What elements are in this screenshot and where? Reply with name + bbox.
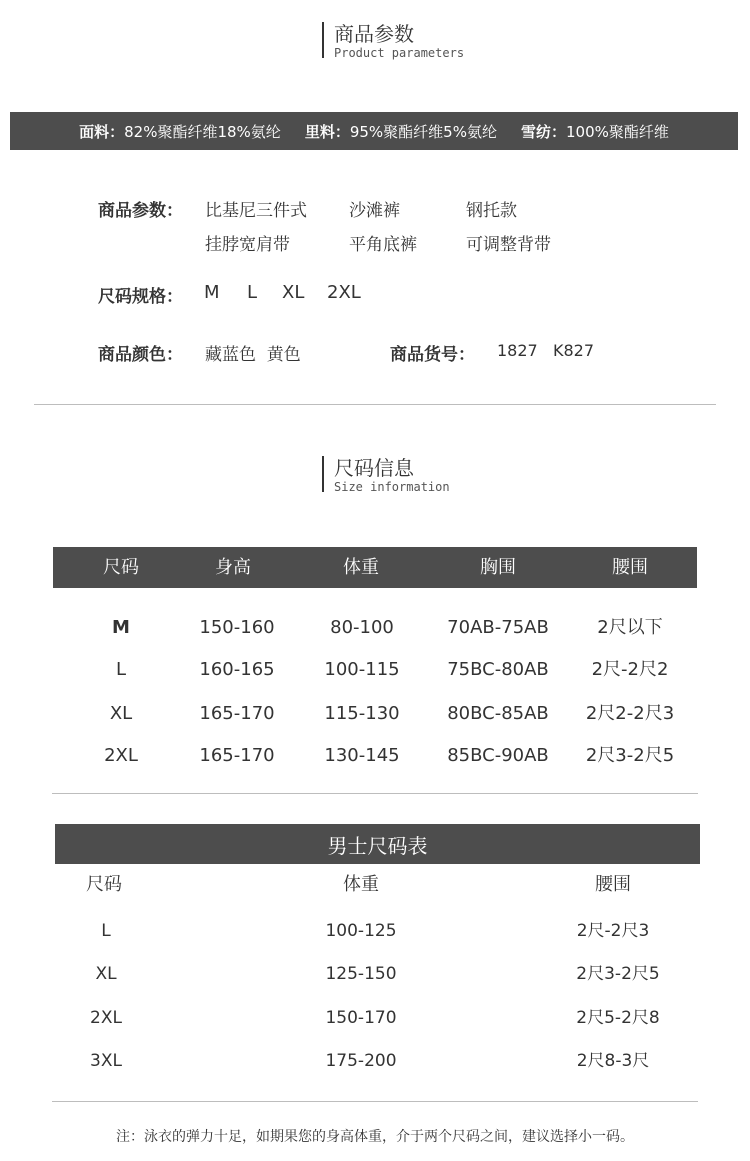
- table-cell: 160-165: [199, 659, 275, 680]
- fabric-item-outer: [79, 121, 281, 142]
- fabric-item-lining: [305, 121, 497, 142]
- title-divider-bar: [322, 22, 324, 58]
- table-cell: 115-130: [324, 703, 400, 724]
- table-cell: 75BC-80AB: [447, 659, 549, 680]
- table-cell: 80-100: [330, 617, 394, 638]
- product-type-value: 平角底裤: [349, 235, 417, 255]
- col-weight: 体重: [343, 874, 379, 895]
- size-spec-value: XL: [282, 282, 305, 303]
- col-size: 尺码: [86, 874, 122, 895]
- table-row: [55, 916, 700, 946]
- table-cell: 2XL: [104, 745, 138, 766]
- fabric-item-chiffon: [521, 121, 669, 142]
- col-size: 尺码: [103, 557, 139, 578]
- col-weight: 体重: [343, 557, 379, 578]
- divider: [52, 1101, 698, 1102]
- color-value: 藏蓝色 黄色: [205, 345, 301, 365]
- sku-label: 商品货号：: [390, 345, 475, 365]
- table-cell: L: [115, 659, 127, 680]
- table-cell: 130-145: [324, 745, 400, 766]
- men-table-title: 男士尺码表: [55, 824, 700, 864]
- product-type-label: 商品参数：: [98, 201, 183, 221]
- size-spec-label: 尺码规格：: [98, 287, 183, 307]
- table-cell: 165-170: [199, 745, 275, 766]
- table-cell: 2尺3-2尺5: [585, 745, 675, 766]
- table-row: [53, 741, 697, 771]
- fabric-value: 100%聚酯纤维: [565, 122, 669, 141]
- table-cell: 85BC-90AB: [447, 745, 549, 766]
- fabric-band: [10, 112, 738, 150]
- table-cell: 125-150: [325, 964, 397, 984]
- table-cell: XL: [109, 703, 133, 724]
- table-cell: 70AB-75AB: [447, 617, 549, 638]
- table-row: [55, 959, 700, 989]
- size-title-cn: 尺码信息: [334, 456, 414, 480]
- table-cell: 175-200: [325, 1051, 397, 1071]
- table-cell: L: [101, 921, 111, 941]
- table-row: [53, 613, 697, 643]
- table-cell: 2尺8-3尺: [576, 1051, 650, 1071]
- product-type-value: 比基尼三件式: [205, 201, 307, 221]
- table-row: [53, 699, 697, 729]
- men-table-header: [55, 870, 700, 900]
- table-cell: XL: [95, 964, 117, 984]
- table-row: [55, 1003, 700, 1033]
- product-type-value: 沙滩裤: [349, 201, 400, 221]
- divider: [52, 793, 698, 794]
- table-cell: 2XL: [90, 1008, 122, 1028]
- table-cell: 80BC-85AB: [447, 703, 549, 724]
- product-type-value: 可调整背带: [466, 235, 551, 255]
- table-cell: M: [112, 617, 130, 638]
- table-row: [55, 1046, 700, 1076]
- table-cell: 2尺-2尺2: [591, 659, 669, 680]
- size-spec-value: M: [204, 282, 220, 303]
- size-spec-value: 2XL: [327, 282, 361, 303]
- table-cell: 165-170: [199, 703, 275, 724]
- col-waist: 腰围: [595, 874, 631, 895]
- table-cell: 2尺3-2尺5: [576, 964, 660, 984]
- table-cell: 100-125: [325, 921, 397, 941]
- title-divider-bar: [322, 456, 324, 492]
- divider: [34, 404, 716, 405]
- table-cell: 100-115: [324, 659, 400, 680]
- table-cell: 2尺-2尺3: [576, 921, 650, 941]
- table-row: [53, 655, 697, 685]
- color-label: 商品颜色：: [98, 345, 183, 365]
- table-cell: 150-160: [199, 617, 275, 638]
- fabric-label: 里料：: [304, 122, 350, 141]
- size-spec-value: L: [247, 282, 258, 303]
- col-height: 身高: [215, 557, 251, 578]
- params-title-cn: 商品参数: [334, 22, 414, 46]
- product-type-value: 钢托款: [466, 201, 517, 221]
- sizing-note: 注：泳衣的弹力十足，如期果您的身高体重，介于两个尺码之间，建议选择小一码。: [116, 1129, 634, 1145]
- table-cell: 150-170: [325, 1008, 397, 1028]
- fabric-value: 95%聚酯纤维5%氨纶: [349, 122, 497, 141]
- size-title-en: Size information: [334, 480, 450, 494]
- table-cell: 2尺2-2尺3: [585, 703, 675, 724]
- params-title-en: Product parameters: [334, 46, 465, 60]
- table-cell: 2尺以下: [597, 617, 663, 638]
- fabric-label: 雪纺：: [520, 122, 566, 141]
- sku-value: 1827 K827: [497, 341, 595, 360]
- col-bust: 胸围: [480, 557, 516, 578]
- table-cell: 2尺5-2尺8: [576, 1008, 660, 1028]
- product-type-value: 挂脖宽肩带: [205, 235, 290, 255]
- fabric-label: 面料：: [79, 122, 125, 141]
- fabric-value: 82%聚酯纤维18%氨纶: [124, 122, 281, 141]
- size-table-header: [53, 547, 697, 588]
- col-waist: 腰围: [612, 557, 648, 578]
- table-cell: 3XL: [90, 1051, 122, 1071]
